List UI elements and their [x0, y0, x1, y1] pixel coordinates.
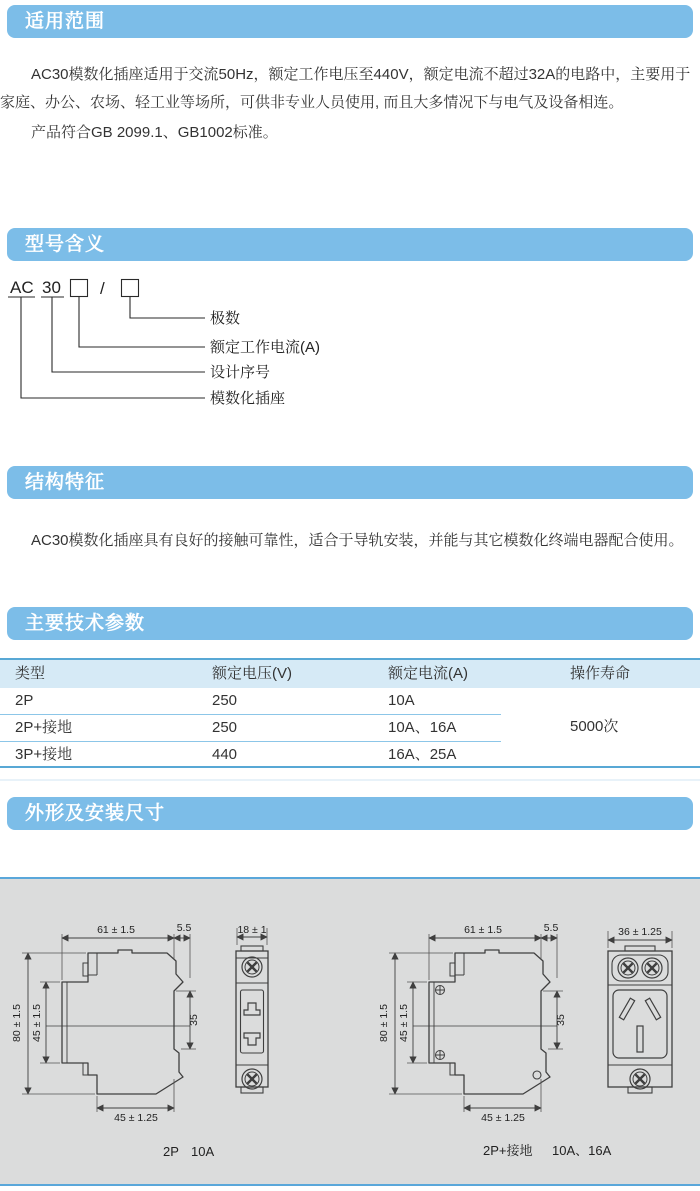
table-shadow-line	[0, 779, 700, 781]
structure-paragraph: AC30模数化插座具有良好的接触可靠性，适合于导轨安装，并能与其它模数化终端电器配合使用。	[31, 532, 684, 549]
caption-2p-ground-current: 10A、16A	[552, 1143, 612, 1158]
caption-2p-type: 2P	[163, 1144, 179, 1159]
cell-current: 16A、25A	[388, 746, 457, 763]
front-view-2p-ground	[608, 926, 672, 1093]
socket-slot-earth	[637, 1026, 643, 1052]
scope-paragraph-1: AC30模数化插座适用于交流50Hz，额定工作电压至440V，额定电流不超过32A的电路中，主要用于家庭、办公、农场、轻工业等场所，可供非专业人员使用, 而且大多情况下与电气及设备相连。	[0, 66, 691, 111]
socket-slot-angled-right	[645, 998, 660, 1020]
callout-design-serial: 设计序号	[210, 364, 271, 381]
callout-poles: 极数	[210, 310, 241, 327]
cell-voltage: 250	[212, 692, 238, 709]
side-view-2p	[11, 922, 200, 1124]
cell-voltage: 250	[212, 719, 238, 736]
callout-modular-socket: 模数化插座	[210, 390, 286, 407]
caption-2p-current: 10A	[191, 1144, 215, 1159]
mounting-hole	[533, 1071, 541, 1079]
lifespan-merged-cell: 5000次	[570, 718, 619, 735]
section-header-params	[7, 607, 693, 640]
callout-rated-current: 额定工作电流(A)	[210, 339, 320, 356]
cell-type: 2P+接地	[15, 719, 73, 736]
section-title: 型号含义	[25, 234, 106, 255]
cell-voltage: 440	[212, 746, 238, 763]
model-separator: /	[100, 279, 105, 298]
col-header-lifespan: 操作寿命	[570, 665, 631, 682]
cell-type: 2P	[15, 692, 34, 709]
scope-paragraph-2: 产品符合GB 2099.1、GB1002标准。	[31, 124, 278, 141]
front-view-2p	[236, 924, 268, 1093]
model-box-current	[71, 280, 88, 297]
section-title: 结构特征	[25, 472, 106, 493]
dim-front-width-3p-label: 36 ± 1.25	[618, 926, 662, 938]
section-header-model	[7, 228, 693, 261]
col-header-current: 额定电流(A)	[388, 665, 468, 682]
dim-front-width-2p-label: 18 ± 1	[237, 924, 267, 936]
cell-type: 3P+接地	[15, 746, 73, 763]
dimension-drawings	[0, 879, 700, 1184]
table-bottom-border	[0, 766, 700, 768]
cell-current: 10A、16A	[388, 719, 457, 736]
model-series: 30	[42, 278, 61, 297]
caption-2p-ground-type: 2P+接地	[483, 1143, 533, 1158]
model-box-poles	[122, 280, 139, 297]
cell-current: 10A	[388, 692, 415, 709]
model-prefix: AC	[10, 278, 34, 297]
side-view-2p-ground	[378, 922, 567, 1124]
section-header-dimensions	[7, 797, 693, 830]
col-header-type: 类型	[15, 665, 46, 682]
col-header-voltage: 额定电压(V)	[212, 665, 292, 682]
section-header-structure	[7, 466, 693, 499]
side-view-2p-ground-extras	[436, 986, 542, 1080]
dimensions-panel	[0, 877, 700, 1186]
socket-slot-angled-left	[619, 998, 634, 1020]
model-meaning-diagram	[0, 270, 700, 420]
section-title: 外形及安装尺寸	[25, 803, 166, 824]
section-header-scope	[7, 5, 693, 38]
section-title: 适用范围	[25, 11, 106, 32]
table-header-row	[0, 660, 700, 688]
params-table	[0, 658, 700, 768]
section-title: 主要技术参数	[25, 613, 146, 634]
